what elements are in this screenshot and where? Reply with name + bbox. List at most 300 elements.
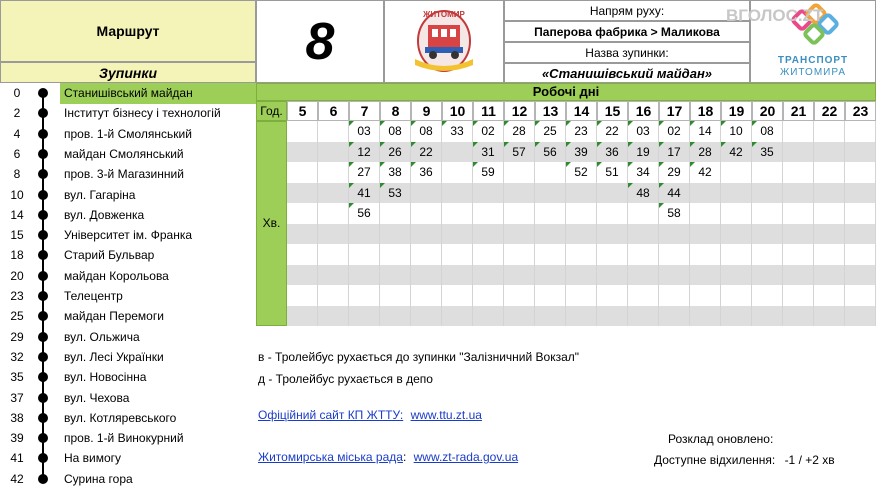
minute-cell bbox=[721, 224, 752, 245]
minute-cell bbox=[411, 224, 442, 245]
hour-header: 14 bbox=[566, 101, 597, 121]
hour-header: 20 bbox=[752, 101, 783, 121]
minute-cell: 03 bbox=[628, 121, 659, 142]
minute-cell bbox=[845, 224, 876, 245]
minute-cell bbox=[814, 265, 845, 286]
minute-cell bbox=[597, 203, 628, 224]
stop-travel-minutes: 10 bbox=[10, 187, 24, 202]
stop-dot-icon bbox=[38, 149, 48, 159]
minute-cell bbox=[318, 265, 349, 286]
minute-cell bbox=[659, 265, 690, 286]
minute-cell bbox=[845, 306, 876, 327]
minute-cell bbox=[752, 224, 783, 245]
minute-cell: 34 bbox=[628, 162, 659, 183]
minute-cell bbox=[535, 306, 566, 327]
stop-travel-minutes: 23 bbox=[10, 289, 24, 303]
minute-cell bbox=[411, 183, 442, 204]
stop-row bbox=[0, 266, 256, 286]
minute-cell: 29 bbox=[659, 162, 690, 183]
minute-cell bbox=[504, 285, 535, 306]
minute-cell bbox=[349, 306, 380, 327]
minute-cell: 22 bbox=[597, 121, 628, 142]
stop-row bbox=[0, 164, 256, 184]
city-emblem bbox=[384, 0, 504, 83]
minute-cell: 02 bbox=[659, 121, 690, 142]
minute-cell bbox=[566, 306, 597, 327]
minute-cell bbox=[845, 203, 876, 224]
minute-cell: 19 bbox=[628, 142, 659, 163]
minute-cell bbox=[287, 203, 318, 224]
minute-cell bbox=[442, 183, 473, 204]
minute-cell bbox=[473, 224, 504, 245]
logo-line-1: ТРАНСПОРТ bbox=[777, 55, 849, 66]
stop-name: майдан Перемоги bbox=[64, 309, 164, 324]
stop-row bbox=[0, 144, 256, 164]
stop-name: вул. Котляревського bbox=[64, 410, 177, 425]
minute-cell bbox=[535, 183, 566, 204]
minute-cell bbox=[690, 224, 721, 245]
note-to-station: в - Тролейбус рухається до зупинки "Залізничний Вокзал" bbox=[258, 350, 580, 364]
minute-cell: 36 bbox=[597, 142, 628, 163]
minute-cell: 27 bbox=[349, 162, 380, 183]
minute-cell: 08 bbox=[752, 121, 783, 142]
stop-dot-icon bbox=[38, 372, 48, 382]
stop-dot-icon bbox=[38, 393, 48, 403]
minute-cell bbox=[318, 285, 349, 306]
minute-cell bbox=[504, 183, 535, 204]
minute-cell bbox=[814, 162, 845, 183]
stop-dot-icon bbox=[38, 311, 48, 321]
stop-name: Сурина гора bbox=[64, 471, 133, 486]
stop-travel-minutes: 38 bbox=[10, 410, 24, 425]
minute-cell bbox=[690, 285, 721, 306]
minute-cell bbox=[473, 244, 504, 265]
minute-cell: 53 bbox=[380, 183, 411, 204]
minute-cell bbox=[287, 285, 318, 306]
hour-header: 8 bbox=[380, 101, 411, 121]
minute-cell bbox=[380, 306, 411, 327]
minute-cell bbox=[566, 265, 597, 286]
minute-cell: 33 bbox=[442, 121, 473, 142]
minute-cell bbox=[287, 142, 318, 163]
hour-header: 6 bbox=[318, 101, 349, 121]
stop-dot-icon bbox=[38, 129, 48, 139]
stop-name: вул. Довженка bbox=[64, 207, 145, 222]
route-number-text: 8 bbox=[305, 12, 335, 71]
minute-cell bbox=[318, 162, 349, 183]
minute-cell bbox=[783, 224, 814, 245]
note-to-depot: д - Тролейбус рухається в депо bbox=[258, 372, 433, 386]
minute-cell: 23 bbox=[566, 121, 597, 142]
stop-dot-icon bbox=[38, 433, 48, 443]
city-emblem-icon bbox=[385, 1, 503, 82]
minute-cell: 22 bbox=[411, 142, 442, 163]
stop-dot-icon bbox=[38, 413, 48, 423]
stop-dot-icon bbox=[38, 271, 48, 281]
minute-cell bbox=[287, 306, 318, 327]
minute-cell bbox=[504, 162, 535, 183]
minute-cell: 28 bbox=[504, 121, 535, 142]
stop-travel-minutes: 37 bbox=[10, 390, 24, 405]
minute-cell bbox=[783, 244, 814, 265]
minute-cell bbox=[535, 244, 566, 265]
minute-cell bbox=[814, 203, 845, 224]
stop-row bbox=[0, 286, 256, 306]
minute-cell bbox=[721, 265, 752, 286]
minute-cell bbox=[814, 224, 845, 245]
stop-dot-icon bbox=[38, 474, 48, 484]
minute-cell bbox=[535, 285, 566, 306]
minute-cell bbox=[628, 285, 659, 306]
minute-cell: 03 bbox=[349, 121, 380, 142]
minute-cell bbox=[814, 285, 845, 306]
stop-name: Старий Бульвар bbox=[64, 248, 155, 263]
route-number bbox=[256, 0, 384, 83]
minute-cell: 57 bbox=[504, 142, 535, 163]
stop-name: Телецентр bbox=[64, 289, 123, 303]
minute-cell bbox=[845, 265, 876, 286]
city-council-label[interactable]: Житомирська міська рада bbox=[258, 450, 403, 464]
stop-row bbox=[0, 469, 256, 489]
minute-cell bbox=[411, 285, 442, 306]
minute-cell: 42 bbox=[721, 142, 752, 163]
stop-row bbox=[0, 327, 256, 347]
minute-cell: 31 bbox=[473, 142, 504, 163]
minute-cell bbox=[442, 285, 473, 306]
minute-cell bbox=[628, 265, 659, 286]
minute-cell bbox=[504, 265, 535, 286]
minute-cell bbox=[597, 183, 628, 204]
minute-cell bbox=[473, 265, 504, 286]
stop-dot-icon bbox=[38, 291, 48, 301]
minute-cell bbox=[783, 285, 814, 306]
minute-cell bbox=[504, 306, 535, 327]
deviation-value: -1 / +2 хв bbox=[784, 453, 835, 467]
minute-cell bbox=[845, 162, 876, 183]
minute-cell bbox=[597, 244, 628, 265]
minute-cell bbox=[411, 306, 442, 327]
direction-label: Напрям руху: bbox=[504, 0, 750, 21]
minute-cell bbox=[783, 265, 814, 286]
minute-cell bbox=[442, 142, 473, 163]
stop-travel-minutes: 25 bbox=[10, 309, 24, 324]
minute-cell bbox=[597, 224, 628, 245]
minute-cell bbox=[349, 285, 380, 306]
stop-dot-icon bbox=[38, 230, 48, 240]
minute-cell bbox=[442, 203, 473, 224]
stop-travel-minutes: 14 bbox=[10, 207, 24, 222]
minute-cell bbox=[318, 244, 349, 265]
stop-travel-minutes: 4 bbox=[13, 126, 21, 141]
minute-cell bbox=[845, 244, 876, 265]
minute-cell bbox=[752, 265, 783, 286]
minute-cell: 44 bbox=[659, 183, 690, 204]
minute-cell bbox=[380, 265, 411, 286]
stop-row bbox=[0, 205, 256, 225]
deviation-row bbox=[654, 453, 835, 467]
minute-cell bbox=[721, 306, 752, 327]
minute-cell bbox=[752, 306, 783, 327]
minute-cell bbox=[783, 203, 814, 224]
minute-cell bbox=[721, 285, 752, 306]
minute-cell: 52 bbox=[566, 162, 597, 183]
stop-name: вул. Гагаріна bbox=[64, 187, 136, 202]
stop-name-label: Назва зупинки: bbox=[504, 42, 750, 63]
minute-cell bbox=[349, 224, 380, 245]
minute-cell bbox=[752, 183, 783, 204]
minute-cell bbox=[752, 162, 783, 183]
stop-travel-minutes: 18 bbox=[10, 248, 24, 263]
minute-cell bbox=[690, 183, 721, 204]
minute-cell bbox=[287, 183, 318, 204]
stop-travel-minutes: 8 bbox=[13, 167, 21, 182]
minute-cell bbox=[566, 203, 597, 224]
minute-cell bbox=[845, 121, 876, 142]
minute-cell bbox=[690, 203, 721, 224]
minute-cell bbox=[659, 306, 690, 327]
stop-row bbox=[0, 408, 256, 428]
official-site-label[interactable]: Офіційний сайт КП ЖТТУ: bbox=[258, 408, 404, 422]
stops-label-text: Зупинки bbox=[99, 64, 157, 81]
minute-cell: 35 bbox=[752, 142, 783, 163]
stop-travel-minutes: 35 bbox=[10, 370, 24, 385]
stop-row bbox=[0, 428, 256, 448]
minute-cell bbox=[504, 224, 535, 245]
minute-cell bbox=[566, 244, 597, 265]
minute-cell bbox=[597, 306, 628, 327]
hour-header: 18 bbox=[690, 101, 721, 121]
minute-cell bbox=[442, 162, 473, 183]
minute-cell bbox=[690, 244, 721, 265]
stop-dot-icon bbox=[38, 352, 48, 362]
minute-cell bbox=[535, 224, 566, 245]
minute-cell bbox=[721, 183, 752, 204]
hour-header: 15 bbox=[597, 101, 628, 121]
minute-cell: 17 bbox=[659, 142, 690, 163]
stop-row bbox=[0, 306, 256, 326]
route-label bbox=[0, 0, 256, 62]
stop-dot-icon bbox=[38, 190, 48, 200]
stop-name: майдан Корольова bbox=[64, 268, 169, 283]
minute-cell: 08 bbox=[380, 121, 411, 142]
minute-cell bbox=[783, 162, 814, 183]
minute-cell: 58 bbox=[659, 203, 690, 224]
hour-header: 21 bbox=[783, 101, 814, 121]
stop-row bbox=[0, 388, 256, 408]
stop-travel-minutes: 2 bbox=[13, 106, 21, 121]
minute-cell bbox=[566, 224, 597, 245]
minute-cell bbox=[349, 265, 380, 286]
minute-cell: 42 bbox=[690, 162, 721, 183]
stop-dot-icon bbox=[38, 169, 48, 179]
minute-cell bbox=[473, 306, 504, 327]
minute-cell bbox=[380, 285, 411, 306]
minute-cell bbox=[566, 285, 597, 306]
stop-row bbox=[0, 245, 256, 265]
stops-label bbox=[0, 62, 256, 83]
minute-cell: 08 bbox=[411, 121, 442, 142]
minute-cell: 12 bbox=[349, 142, 380, 163]
minute-cell bbox=[473, 285, 504, 306]
minute-cell: 48 bbox=[628, 183, 659, 204]
hour-header: 11 bbox=[473, 101, 504, 121]
minute-cell: 02 bbox=[473, 121, 504, 142]
hour-header: 9 bbox=[411, 101, 442, 121]
stop-name-value: «Станишівський майдан» bbox=[504, 63, 750, 83]
stop-name: вул. Новосінна bbox=[64, 370, 147, 385]
minute-cell bbox=[845, 285, 876, 306]
city-council-link[interactable]: www.zt-rada.gov.ua bbox=[413, 450, 519, 464]
stop-row bbox=[0, 448, 256, 468]
stop-travel-minutes: 0 bbox=[13, 86, 21, 100]
stop-travel-minutes: 15 bbox=[10, 228, 24, 243]
minute-cell bbox=[318, 183, 349, 204]
minute-cell bbox=[845, 142, 876, 163]
stop-name: вул. Ольжича bbox=[64, 329, 140, 344]
minute-cell bbox=[411, 265, 442, 286]
minute-cell bbox=[566, 183, 597, 204]
hour-label: Год. bbox=[256, 101, 287, 121]
minute-cell: 38 bbox=[380, 162, 411, 183]
minute-cell: 10 bbox=[721, 121, 752, 142]
minute-cell: 56 bbox=[535, 142, 566, 163]
minute-cell bbox=[783, 183, 814, 204]
hour-header: 7 bbox=[349, 101, 380, 121]
stop-travel-minutes: 39 bbox=[10, 431, 24, 446]
minute-cell bbox=[752, 244, 783, 265]
minute-cell bbox=[597, 265, 628, 286]
hour-header: 5 bbox=[287, 101, 318, 121]
stop-dot-icon bbox=[38, 332, 48, 342]
stop-row bbox=[0, 83, 256, 103]
route-label-text: Маршрут bbox=[96, 23, 160, 39]
minute-cell bbox=[380, 244, 411, 265]
minute-cell bbox=[442, 306, 473, 327]
hour-header: 22 bbox=[814, 101, 845, 121]
minute-cell bbox=[814, 244, 845, 265]
minute-cell bbox=[690, 265, 721, 286]
stop-name: пров. 1-й Смолянський bbox=[64, 126, 192, 141]
day-type-header: Робочі дні bbox=[256, 83, 876, 101]
stop-name: Станишівський майдан bbox=[64, 86, 193, 100]
minute-cell bbox=[287, 244, 318, 265]
hour-header: 12 bbox=[504, 101, 535, 121]
minute-cell bbox=[318, 224, 349, 245]
minute-cell bbox=[628, 203, 659, 224]
minute-cell bbox=[690, 306, 721, 327]
minute-cell: 14 bbox=[690, 121, 721, 142]
minutes-label: Хв. bbox=[262, 216, 281, 230]
minute-cell bbox=[287, 121, 318, 142]
minute-cell bbox=[845, 183, 876, 204]
minute-cell bbox=[814, 306, 845, 327]
minute-cell bbox=[442, 224, 473, 245]
minute-cell bbox=[721, 162, 752, 183]
minute-cell bbox=[814, 142, 845, 163]
minute-cell bbox=[287, 265, 318, 286]
minute-cell bbox=[349, 244, 380, 265]
minute-cell bbox=[411, 203, 442, 224]
minute-cell bbox=[318, 203, 349, 224]
stop-row bbox=[0, 367, 256, 387]
hour-header: 23 bbox=[845, 101, 876, 121]
stop-row bbox=[0, 103, 256, 123]
stop-travel-minutes: 41 bbox=[10, 451, 24, 466]
stop-dot-icon bbox=[38, 453, 48, 463]
official-site-link[interactable]: www.ttu.zt.ua bbox=[410, 408, 482, 422]
minute-cell bbox=[783, 142, 814, 163]
stop-dot-icon bbox=[38, 88, 48, 98]
stop-travel-minutes: 42 bbox=[10, 471, 24, 486]
minute-cell bbox=[628, 306, 659, 327]
city-council-row: Житомирська міська рада: www.zt-rada.gov.ua bbox=[258, 450, 519, 464]
minute-cell bbox=[287, 162, 318, 183]
stop-name: пров. 1-й Винокурний bbox=[64, 431, 184, 446]
minute-cell bbox=[318, 121, 349, 142]
minute-cell bbox=[318, 142, 349, 163]
minute-cell bbox=[504, 203, 535, 224]
hour-header: 10 bbox=[442, 101, 473, 121]
stop-row bbox=[0, 225, 256, 245]
minute-cell: 36 bbox=[411, 162, 442, 183]
minute-cell: 39 bbox=[566, 142, 597, 163]
hour-header: 19 bbox=[721, 101, 752, 121]
minute-cell bbox=[628, 244, 659, 265]
official-site-row bbox=[258, 408, 482, 422]
stop-travel-minutes: 20 bbox=[10, 268, 24, 283]
minute-cell: 59 bbox=[473, 162, 504, 183]
minute-cell bbox=[535, 162, 566, 183]
stop-name: майдан Смолянський bbox=[64, 146, 184, 161]
hour-header: 13 bbox=[535, 101, 566, 121]
minute-cell bbox=[473, 183, 504, 204]
minute-cell bbox=[752, 203, 783, 224]
minute-cell: 51 bbox=[597, 162, 628, 183]
stop-name: пров. 3-й Магазинний bbox=[64, 167, 184, 182]
minute-cell: 25 bbox=[535, 121, 566, 142]
minute-cell bbox=[287, 224, 318, 245]
minute-cell bbox=[597, 285, 628, 306]
minute-cell bbox=[442, 265, 473, 286]
minute-cell: 41 bbox=[349, 183, 380, 204]
minute-cell bbox=[380, 203, 411, 224]
deviation-label: Доступне відхилення: bbox=[654, 453, 776, 467]
minute-cell bbox=[721, 203, 752, 224]
stop-dot-icon bbox=[38, 210, 48, 220]
minute-cell bbox=[659, 244, 690, 265]
minute-cell bbox=[659, 285, 690, 306]
stop-row bbox=[0, 124, 256, 144]
stop-name: Університет ім. Франка bbox=[64, 228, 193, 243]
stop-travel-minutes: 29 bbox=[10, 329, 24, 344]
direction-value: Паперова фабрика > Маликова bbox=[504, 21, 750, 42]
minute-cell: 28 bbox=[690, 142, 721, 163]
stop-name: На вимогу bbox=[64, 451, 122, 466]
minute-cell bbox=[814, 121, 845, 142]
emblem-text: ЖИТОМИР bbox=[423, 10, 465, 19]
minute-cell bbox=[659, 224, 690, 245]
minute-cell bbox=[535, 203, 566, 224]
minute-cell bbox=[628, 224, 659, 245]
hour-header: 17 bbox=[659, 101, 690, 121]
updated-label: Розклад оновлено: bbox=[668, 432, 774, 446]
minute-cell bbox=[752, 285, 783, 306]
minute-cell bbox=[380, 224, 411, 245]
logo-line-2: ЖИТОМИРА bbox=[779, 67, 847, 78]
minute-cell bbox=[411, 244, 442, 265]
minute-cell bbox=[473, 203, 504, 224]
minute-cell bbox=[504, 244, 535, 265]
